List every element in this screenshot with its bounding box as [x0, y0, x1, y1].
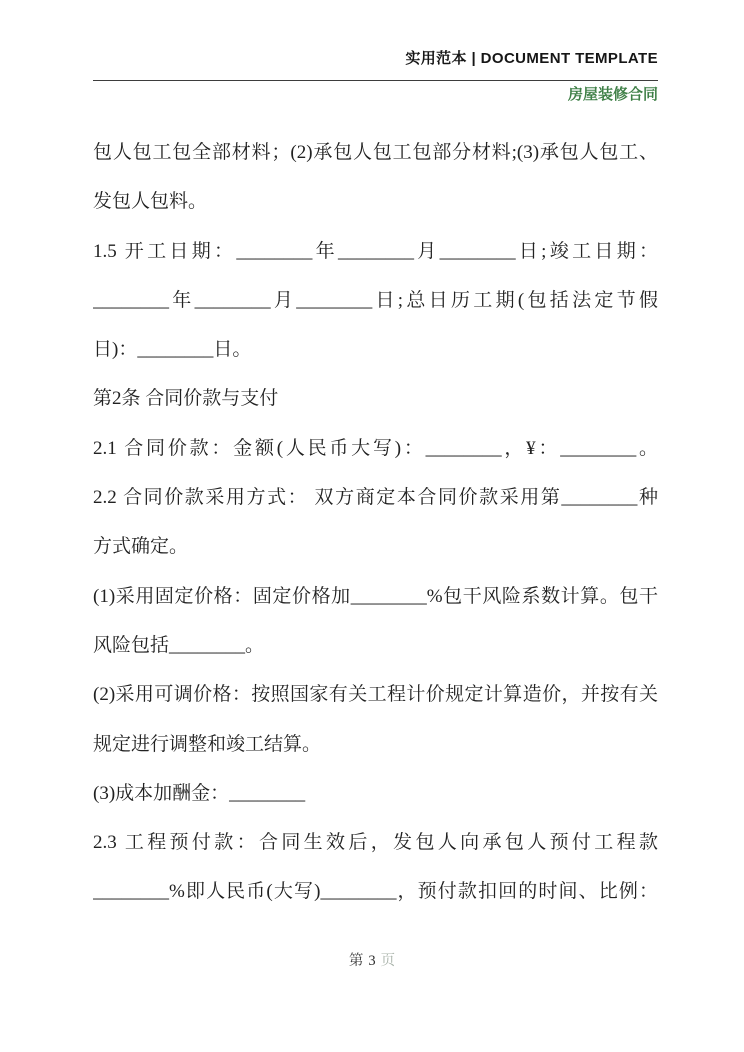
body-line: 发包人包料。: [93, 191, 208, 213]
body-line: (3)成本加酬金：________: [93, 782, 306, 804]
body-line: 2.1 合同价款：金额(人民币大写)：________，¥：________。: [93, 437, 658, 459]
header-divider: [93, 80, 658, 81]
footer-page-number: 3: [368, 953, 376, 969]
body-line: 2.3 工程预付款：合同生效后，发包人向承包人预付工程款: [93, 832, 658, 854]
page-header: [93, 50, 658, 104]
section-heading: 第2条 合同价款与支付: [93, 388, 279, 410]
body-line: 2.2 合同价款采用方式： 双方商定本合同价款采用第________种: [93, 487, 658, 509]
body-line: 风险包括________。: [93, 634, 265, 656]
body-line: (1)采用固定价格：固定价格加________%包干风险系数计算。包干: [93, 585, 658, 607]
footer-page-suffix: 页: [380, 953, 396, 969]
footer-page-prefix: 第: [348, 953, 364, 969]
document-title: 房屋装修合同: [567, 86, 658, 103]
body-line: (2)采用可调价格：按照国家有关工程计价规定计算造价，并按有关: [93, 684, 658, 706]
body-line: ________年________月________日;总日历工期(包括法定节假: [93, 289, 658, 311]
body-line: 方式确定。: [93, 536, 189, 558]
body-line: 日)：________日。: [93, 339, 252, 361]
brand-text: 实用范本 | DOCUMENT TEMPLATE: [405, 50, 658, 67]
body-line: 包人包工包全部材料；(2)承包人包工包部分材料;(3)承包人包工、: [93, 142, 658, 163]
page-footer: [0, 951, 744, 971]
body-line: ________%即人民币(大写)________，预付款扣回的时间、比例：: [93, 881, 658, 903]
body-line: 规定进行调整和竣工结算。: [93, 733, 322, 755]
body-line: 1.5 开工日期：________年________月________日;竣工日期：: [93, 240, 658, 262]
document-body: [93, 128, 658, 917]
